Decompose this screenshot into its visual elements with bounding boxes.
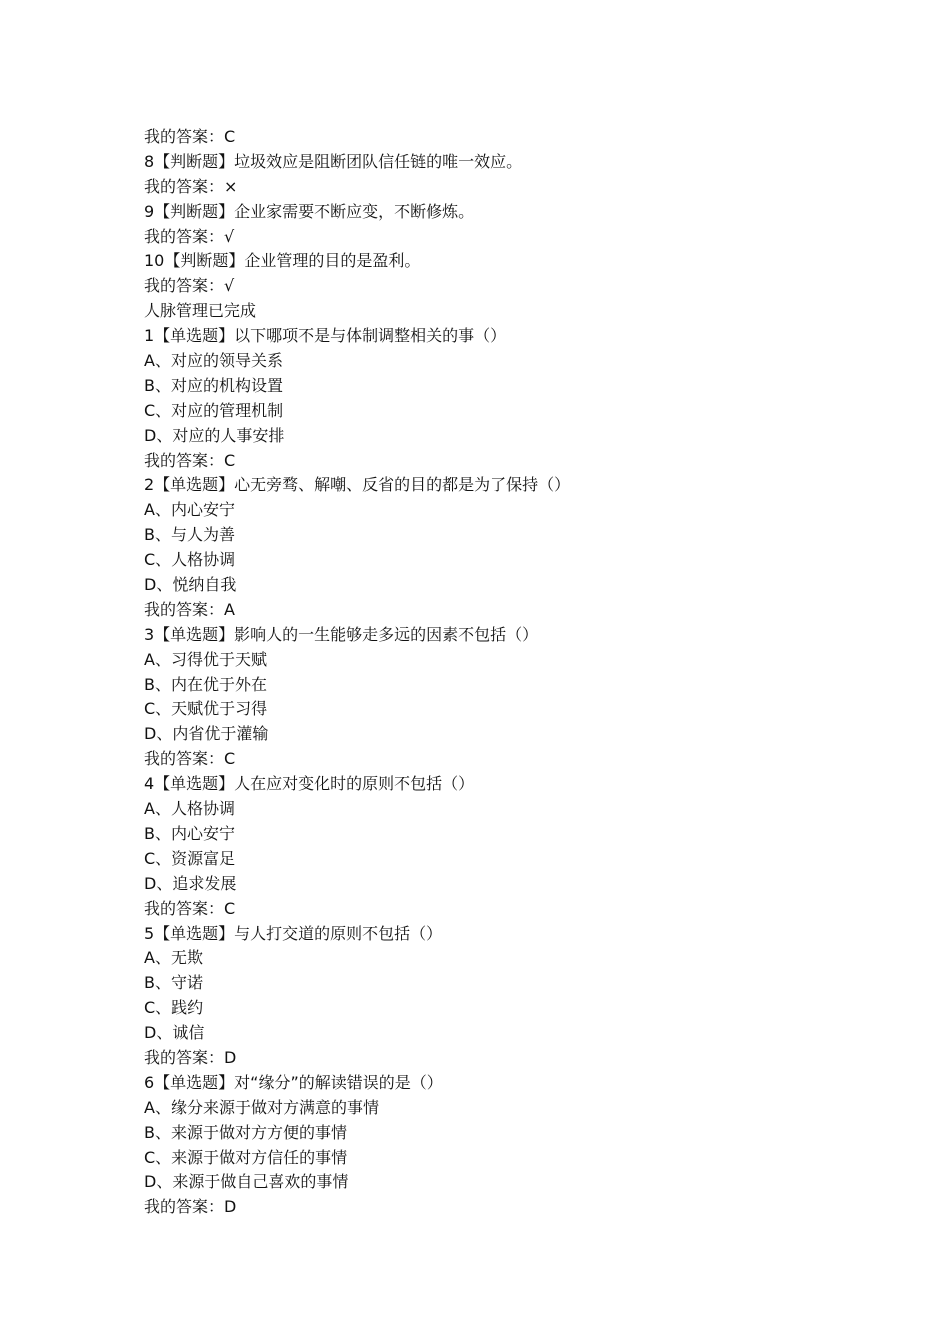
option-line: C、资源富足 <box>144 848 236 868</box>
option-line: D、对应的人事安排 <box>144 425 285 445</box>
question-line: 2【单选题】心无旁骛、解嘲、反省的目的都是为了保持（） <box>144 475 571 495</box>
answer-line: 我的答案：× <box>144 176 238 196</box>
question-line: 8【判断题】垃圾效应是阻断团队信任链的唯一效应。 <box>144 151 523 171</box>
document-body <box>144 125 904 1220</box>
answer-line: 我的答案：√ <box>144 226 235 246</box>
option-line: A、对应的领导关系 <box>144 351 283 371</box>
option-line: D、悦纳自我 <box>144 575 237 595</box>
question-line: 10【判断题】企业管理的目的是盈利。 <box>144 251 421 271</box>
option-line: A、习得优于天赋 <box>144 649 267 669</box>
option-line: A、人格协调 <box>144 799 235 819</box>
option-line: C、对应的管理机制 <box>144 400 284 420</box>
option-line: A、无欺 <box>144 948 203 968</box>
option-line: C、来源于做对方信任的事情 <box>144 1147 348 1167</box>
answer-line: 我的答案：C <box>144 450 236 470</box>
option-line: D、追求发展 <box>144 873 237 893</box>
question-line: 4【单选题】人在应对变化时的原则不包括（） <box>144 774 475 794</box>
option-line: B、来源于做对方方便的事情 <box>144 1122 347 1142</box>
question-line: 9【判断题】企业家需要不断应变，不断修炼。 <box>144 201 475 221</box>
question-line: 1【单选题】以下哪项不是与体制调整相关的事（） <box>144 326 507 346</box>
option-line: A、缘分来源于做对方满意的事情 <box>144 1097 379 1117</box>
option-line: B、与人为善 <box>144 525 235 545</box>
option-line: C、天赋优于习得 <box>144 699 268 719</box>
option-line: A、内心安宁 <box>144 500 235 520</box>
answer-line: 我的答案：C <box>144 898 236 918</box>
option-line: C、践约 <box>144 998 204 1018</box>
answer-line: 我的答案：D <box>144 1047 237 1067</box>
option-line: B、守诺 <box>144 973 203 993</box>
question-line: 3【单选题】影响人的一生能够走多远的因素不包括（） <box>144 624 539 644</box>
answer-line: 我的答案：√ <box>144 276 235 296</box>
answer-line: 我的答案：C <box>144 127 236 146</box>
option-line: B、内心安宁 <box>144 823 235 843</box>
question-line: 5【单选题】与人打交道的原则不包括（） <box>144 923 443 943</box>
option-line: D、内省优于灌输 <box>144 724 269 744</box>
option-line: B、内在优于外在 <box>144 674 267 694</box>
answer-line: 我的答案：A <box>144 599 235 619</box>
option-line: C、人格协调 <box>144 550 236 570</box>
option-line: D、来源于做自己喜欢的事情 <box>144 1172 349 1192</box>
question-line: 6【单选题】对“缘分”的解读错误的是（） <box>144 1072 443 1092</box>
answer-line: 我的答案：C <box>144 749 236 769</box>
answer-line: 我的答案：D <box>144 1197 237 1217</box>
option-line: D、诚信 <box>144 1023 205 1043</box>
section-heading: 人脉管理已完成 <box>144 301 257 321</box>
option-line: B、对应的机构设置 <box>144 375 283 395</box>
